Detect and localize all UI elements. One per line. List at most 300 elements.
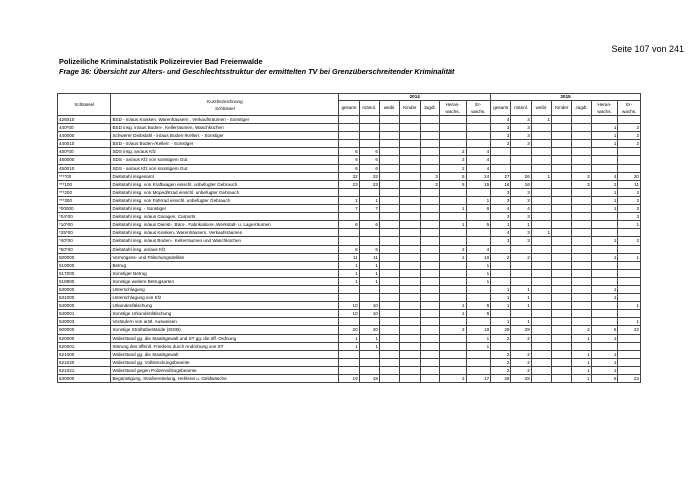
cell-value: 2 <box>618 132 641 140</box>
cell-value <box>572 342 591 350</box>
cell-value <box>339 366 359 374</box>
table-row <box>58 350 641 358</box>
cell-key: 440*00 <box>58 124 111 132</box>
cell-value <box>572 277 591 285</box>
cell-value <box>552 277 572 285</box>
cell-key: 620000 <box>58 334 111 342</box>
cell-value <box>439 140 466 148</box>
cell-value: 1 <box>339 334 359 342</box>
cell-value <box>420 140 439 148</box>
cell-description: Unterschlagung von Kfz <box>111 294 339 302</box>
cell-value <box>466 140 491 148</box>
cell-value: 17 <box>466 375 491 383</box>
cell-value <box>591 116 618 124</box>
cell-value: 1 <box>511 285 531 293</box>
table-row <box>58 245 641 253</box>
cell-key: ***300 <box>58 196 111 204</box>
cell-key: 450000 <box>58 156 111 164</box>
cell-value <box>466 188 491 196</box>
cell-value <box>420 221 439 229</box>
cell-value: 1 <box>339 196 359 204</box>
cell-value: 6 <box>339 164 359 172</box>
cell-value: 2 <box>511 253 531 261</box>
cell-value <box>400 302 420 310</box>
cell-value: 4 <box>466 148 491 156</box>
cell-value <box>572 261 591 269</box>
cell-value <box>552 318 572 326</box>
cell-value <box>466 213 491 221</box>
cell-value: 1 <box>491 285 511 293</box>
cell-value <box>379 269 399 277</box>
cell-key: *25*00 <box>58 229 111 237</box>
sub-kinder-2015: Kinder <box>552 101 572 116</box>
cell-value <box>618 294 641 302</box>
cell-value <box>400 188 420 196</box>
cell-key: 500000 <box>58 253 111 261</box>
cell-value <box>572 253 591 261</box>
sub-erwachsene-line2: wachs. <box>471 109 486 114</box>
cell-value <box>591 156 618 164</box>
cell-value <box>552 180 572 188</box>
cell-value <box>379 124 399 132</box>
cell-value <box>339 285 359 293</box>
sub-jugdl-2014: Jugdl. <box>420 101 439 116</box>
cell-value <box>511 261 531 269</box>
cell-value <box>439 334 466 342</box>
sub-gesamt-2014: gesamt <box>339 101 359 116</box>
cell-value: 1 <box>491 302 511 310</box>
cell-value <box>379 342 399 350</box>
cell-value <box>572 213 591 221</box>
cell-value: 19 <box>359 375 379 383</box>
cell-value <box>379 253 399 261</box>
sub-heranwachsende-line2: wachs. <box>445 109 460 114</box>
cell-value <box>591 213 618 221</box>
cell-value <box>339 188 359 196</box>
cell-value <box>552 285 572 293</box>
cell-value <box>400 205 420 213</box>
cell-value: 2 <box>491 366 511 374</box>
cell-value: 29 <box>511 326 531 334</box>
cell-value: 3 <box>491 188 511 196</box>
cell-value <box>618 269 641 277</box>
cell-key: 518900 <box>58 277 111 285</box>
cell-value <box>359 358 379 366</box>
cell-value <box>491 148 511 156</box>
sub-heranwachsende-2014 <box>439 101 466 116</box>
cell-value: 1 <box>359 196 379 204</box>
cell-value <box>466 237 491 245</box>
cell-value <box>359 140 379 148</box>
cell-value <box>400 253 420 261</box>
cell-value <box>591 269 618 277</box>
cell-value: 6 <box>359 148 379 156</box>
cell-value: 1 <box>591 334 618 342</box>
cell-description: BSD insg. in/aus Boden-, Kellerräumen, Waschküchen <box>111 124 339 132</box>
cell-value: 29 <box>491 326 511 334</box>
sub-erwachsene-2015 <box>618 101 641 116</box>
header-year-2015: 2015 <box>491 94 641 101</box>
cell-key: 530000 <box>58 285 111 293</box>
sub-heranwachsende-line1: Heran- <box>445 102 460 107</box>
cell-key: 517000 <box>58 269 111 277</box>
cell-value <box>379 350 399 358</box>
cell-value <box>339 294 359 302</box>
cell-value <box>491 261 511 269</box>
cell-value: 2 <box>511 358 531 366</box>
cell-description: Diebstahl insg. von Moped/Krad einschl. unbefugter Gebrauch <box>111 188 339 196</box>
cell-value <box>591 342 618 350</box>
cell-value <box>552 261 572 269</box>
cell-value <box>400 294 420 302</box>
cell-value: 1 <box>531 172 551 180</box>
cell-value <box>400 366 420 374</box>
cell-value: 3 <box>511 116 531 124</box>
cell-value <box>400 318 420 326</box>
cell-value: 3 <box>420 180 439 188</box>
cell-value <box>400 164 420 172</box>
sub-erwachsene-line2: wachs. <box>622 109 637 114</box>
cell-value <box>572 205 591 213</box>
cell-value <box>552 358 572 366</box>
cell-value <box>359 213 379 221</box>
cell-value: 1 <box>618 253 641 261</box>
cell-value: 1 <box>572 334 591 342</box>
cell-value: 1 <box>439 205 466 213</box>
cell-value: 4 <box>491 116 511 124</box>
cell-value <box>420 358 439 366</box>
cell-value: 23 <box>359 180 379 188</box>
report-title: Polizeiliche Kriminalstatistik Polizeirevier Bad Freienwalde <box>59 57 263 66</box>
cell-value <box>511 245 531 253</box>
cell-value <box>531 221 551 229</box>
cell-value <box>618 148 641 156</box>
cell-value: 1 <box>591 132 618 140</box>
cell-value <box>439 318 466 326</box>
cell-value <box>552 350 572 358</box>
cell-value <box>339 358 359 366</box>
cell-value <box>491 342 511 350</box>
cell-value <box>552 326 572 334</box>
cell-value: 11 <box>359 253 379 261</box>
cell-value <box>552 164 572 172</box>
cell-value <box>572 245 591 253</box>
cell-value <box>420 164 439 172</box>
cell-value: 1 <box>531 116 551 124</box>
cell-key: 600000 <box>58 326 111 334</box>
cell-value <box>359 188 379 196</box>
cell-value: 20 <box>618 172 641 180</box>
cell-value: 1 <box>466 269 491 277</box>
cell-value <box>400 350 420 358</box>
cell-value: 11 <box>618 180 641 188</box>
cell-value <box>591 302 618 310</box>
cell-value <box>466 285 491 293</box>
cell-value <box>531 156 551 164</box>
cell-value <box>379 285 399 293</box>
cell-value: 1 <box>339 342 359 350</box>
cell-value <box>531 132 551 140</box>
cell-value: 1 <box>531 229 551 237</box>
cell-value: 4 <box>466 156 491 164</box>
cell-value: 10 <box>466 253 491 261</box>
table-row <box>58 205 641 213</box>
cell-value <box>400 221 420 229</box>
cell-value <box>552 310 572 318</box>
cell-value <box>400 116 420 124</box>
cell-value <box>466 350 491 358</box>
cell-value: 6 <box>466 205 491 213</box>
cell-value <box>420 342 439 350</box>
cell-value: 6 <box>339 221 359 229</box>
cell-value <box>618 350 641 358</box>
cell-value <box>552 140 572 148</box>
cell-value: 3 <box>511 140 531 148</box>
cell-key: 531000 <box>58 294 111 302</box>
cell-value: 3 <box>491 140 511 148</box>
cell-value <box>400 277 420 285</box>
cell-key: 620001 <box>58 342 111 350</box>
cell-value: 1 <box>591 366 618 374</box>
cell-key: 540001 <box>58 310 111 318</box>
cell-description: BSD - in/aus Kiosken, Warenhäusern , Verkaufsräumen - Sonstiger <box>111 116 339 124</box>
cell-value <box>531 188 551 196</box>
table-row <box>58 221 641 229</box>
cell-value <box>420 334 439 342</box>
table-row <box>58 310 641 318</box>
cell-value <box>379 172 399 180</box>
cell-value <box>531 253 551 261</box>
cell-value <box>400 285 420 293</box>
cell-value: 1 <box>591 285 618 293</box>
cell-value <box>379 213 399 221</box>
cell-value <box>466 318 491 326</box>
sub-gesamt-2015: gesamt <box>491 101 511 116</box>
cell-value: 1 <box>439 253 466 261</box>
cell-value <box>400 237 420 245</box>
cell-value <box>466 124 491 132</box>
cell-value: 2 <box>439 375 466 383</box>
table-row <box>58 318 641 326</box>
cell-value <box>591 310 618 318</box>
table-row <box>58 302 641 310</box>
sub-weibl-2015: weibl. <box>531 101 551 116</box>
cell-value <box>466 366 491 374</box>
cell-value <box>466 294 491 302</box>
cell-value <box>591 148 618 156</box>
cell-value <box>439 188 466 196</box>
cell-value: 1 <box>572 358 591 366</box>
cell-value <box>379 310 399 318</box>
table-row <box>58 366 641 374</box>
table-row <box>58 334 641 342</box>
cell-value <box>359 366 379 374</box>
cell-value: 4 <box>491 229 511 237</box>
cell-key: 621020 <box>58 358 111 366</box>
cell-value <box>379 116 399 124</box>
cell-value <box>531 205 551 213</box>
cell-value <box>466 132 491 140</box>
cell-value <box>439 277 466 285</box>
cell-value: 20 <box>339 326 359 334</box>
cell-value <box>400 334 420 342</box>
cell-value: 1 <box>591 237 618 245</box>
cell-value <box>420 196 439 204</box>
cell-value: 1 <box>591 205 618 213</box>
cell-value <box>420 366 439 374</box>
cell-value: 2 <box>511 366 531 374</box>
cell-value <box>420 318 439 326</box>
cell-value: 28 <box>491 375 511 383</box>
cell-key: 450*00 <box>58 148 111 156</box>
cell-value <box>339 229 359 237</box>
cell-value: 1 <box>618 302 641 310</box>
cell-value <box>339 213 359 221</box>
table-row <box>58 294 641 302</box>
cell-description: SDS insg. an/aus Kfz <box>111 148 339 156</box>
cell-value <box>572 164 591 172</box>
cell-value: 1 <box>466 261 491 269</box>
cell-description: Diebstahl insg. von Kraftwagen einschl. unbefugter Gebrauch <box>111 180 339 188</box>
cell-value: 3 <box>511 237 531 245</box>
cell-value <box>552 213 572 221</box>
cell-value <box>339 140 359 148</box>
cell-value <box>552 188 572 196</box>
cell-description: Urkundenfälschung <box>111 302 339 310</box>
cell-description: SDS - an/aus Kfz von sonstigem Gut <box>111 164 339 172</box>
sub-weibl-2014: weibl. <box>379 101 399 116</box>
cell-description: BSD - in/aus Boden-/Kellerr. - Sonstiger <box>111 140 339 148</box>
cell-value: 6 <box>359 164 379 172</box>
cell-value <box>618 229 641 237</box>
cell-value <box>552 302 572 310</box>
statistics-table <box>57 93 641 383</box>
cell-value: 3 <box>491 132 511 140</box>
cell-value <box>591 318 618 326</box>
cell-value <box>531 261 551 269</box>
cell-value <box>531 302 551 310</box>
cell-value: 6 <box>339 156 359 164</box>
cell-value: 9 <box>466 302 491 310</box>
cell-value <box>491 164 511 172</box>
cell-value: 1 <box>339 277 359 285</box>
cell-value: 3 <box>511 124 531 132</box>
cell-value <box>572 156 591 164</box>
cell-value <box>572 221 591 229</box>
cell-value: 1 <box>591 140 618 148</box>
cell-value: 9 <box>466 310 491 318</box>
cell-value <box>552 269 572 277</box>
cell-value: 4 <box>491 205 511 213</box>
cell-description: Widerstand gg. Vollstreckungsbeamte <box>111 358 339 366</box>
cell-value <box>491 310 511 318</box>
cell-value <box>379 358 399 366</box>
cell-value: 2 <box>491 334 511 342</box>
table-row <box>58 237 641 245</box>
cell-value <box>439 294 466 302</box>
cell-value <box>439 196 466 204</box>
cell-value: 1 <box>339 269 359 277</box>
cell-value <box>339 350 359 358</box>
cell-value: 10 <box>339 302 359 310</box>
cell-key: 621021 <box>58 366 111 374</box>
header-description-line2: Schlüssel <box>215 105 235 111</box>
cell-value <box>400 375 420 383</box>
cell-value <box>379 334 399 342</box>
cell-value: 2 <box>618 188 641 196</box>
cell-value <box>420 285 439 293</box>
cell-value: 2 <box>491 358 511 366</box>
table-row <box>58 269 641 277</box>
cell-description: Widerstand gg. die Staatsgewalt <box>111 350 339 358</box>
cell-value <box>531 196 551 204</box>
cell-description: Sonstige weitere Betrugsarten <box>111 277 339 285</box>
cell-value <box>511 269 531 277</box>
cell-value <box>420 132 439 140</box>
sub-heranwachsende-line1: Heran- <box>597 102 612 107</box>
cell-value <box>618 342 641 350</box>
cell-value: 18 <box>466 326 491 334</box>
cell-value <box>439 350 466 358</box>
cell-key: *04*00 <box>58 213 111 221</box>
cell-value: 2 <box>439 326 466 334</box>
cell-value: 10 <box>339 310 359 318</box>
cell-value <box>618 116 641 124</box>
cell-value <box>400 310 420 318</box>
table-row <box>58 164 641 172</box>
cell-value: 32 <box>339 172 359 180</box>
cell-value <box>591 245 618 253</box>
cell-value <box>379 237 399 245</box>
cell-value: 1 <box>359 342 379 350</box>
cell-value: 1 <box>359 261 379 269</box>
cell-description: Sonstiger Betrug <box>111 269 339 277</box>
cell-value: 1 <box>359 334 379 342</box>
cell-value: 2 <box>491 350 511 358</box>
cell-value <box>572 140 591 148</box>
table-row <box>58 196 641 204</box>
cell-value: 1 <box>591 358 618 366</box>
cell-value <box>339 124 359 132</box>
cell-value <box>420 205 439 213</box>
cell-value <box>400 342 420 350</box>
cell-value <box>420 237 439 245</box>
cell-value <box>618 261 641 269</box>
cell-value <box>618 358 641 366</box>
cell-value <box>618 285 641 293</box>
cell-value: 1 <box>511 318 531 326</box>
cell-value <box>618 310 641 318</box>
cell-value: 28 <box>511 375 531 383</box>
cell-value <box>618 164 641 172</box>
cell-key: 540000 <box>58 302 111 310</box>
sub-erwachsene-line1: Er- <box>626 102 633 107</box>
cell-value <box>531 366 551 374</box>
cell-value <box>439 269 466 277</box>
cell-value <box>359 229 379 237</box>
cell-value <box>379 180 399 188</box>
table-row <box>58 277 641 285</box>
cell-value: 2 <box>511 334 531 342</box>
table-body <box>58 116 641 383</box>
cell-value <box>420 294 439 302</box>
cell-value <box>439 358 466 366</box>
cell-value <box>552 132 572 140</box>
cell-value <box>379 294 399 302</box>
cell-description: Vermögens- und Fälschungsdelikte <box>111 253 339 261</box>
cell-value <box>420 375 439 383</box>
cell-value: 3 <box>511 229 531 237</box>
